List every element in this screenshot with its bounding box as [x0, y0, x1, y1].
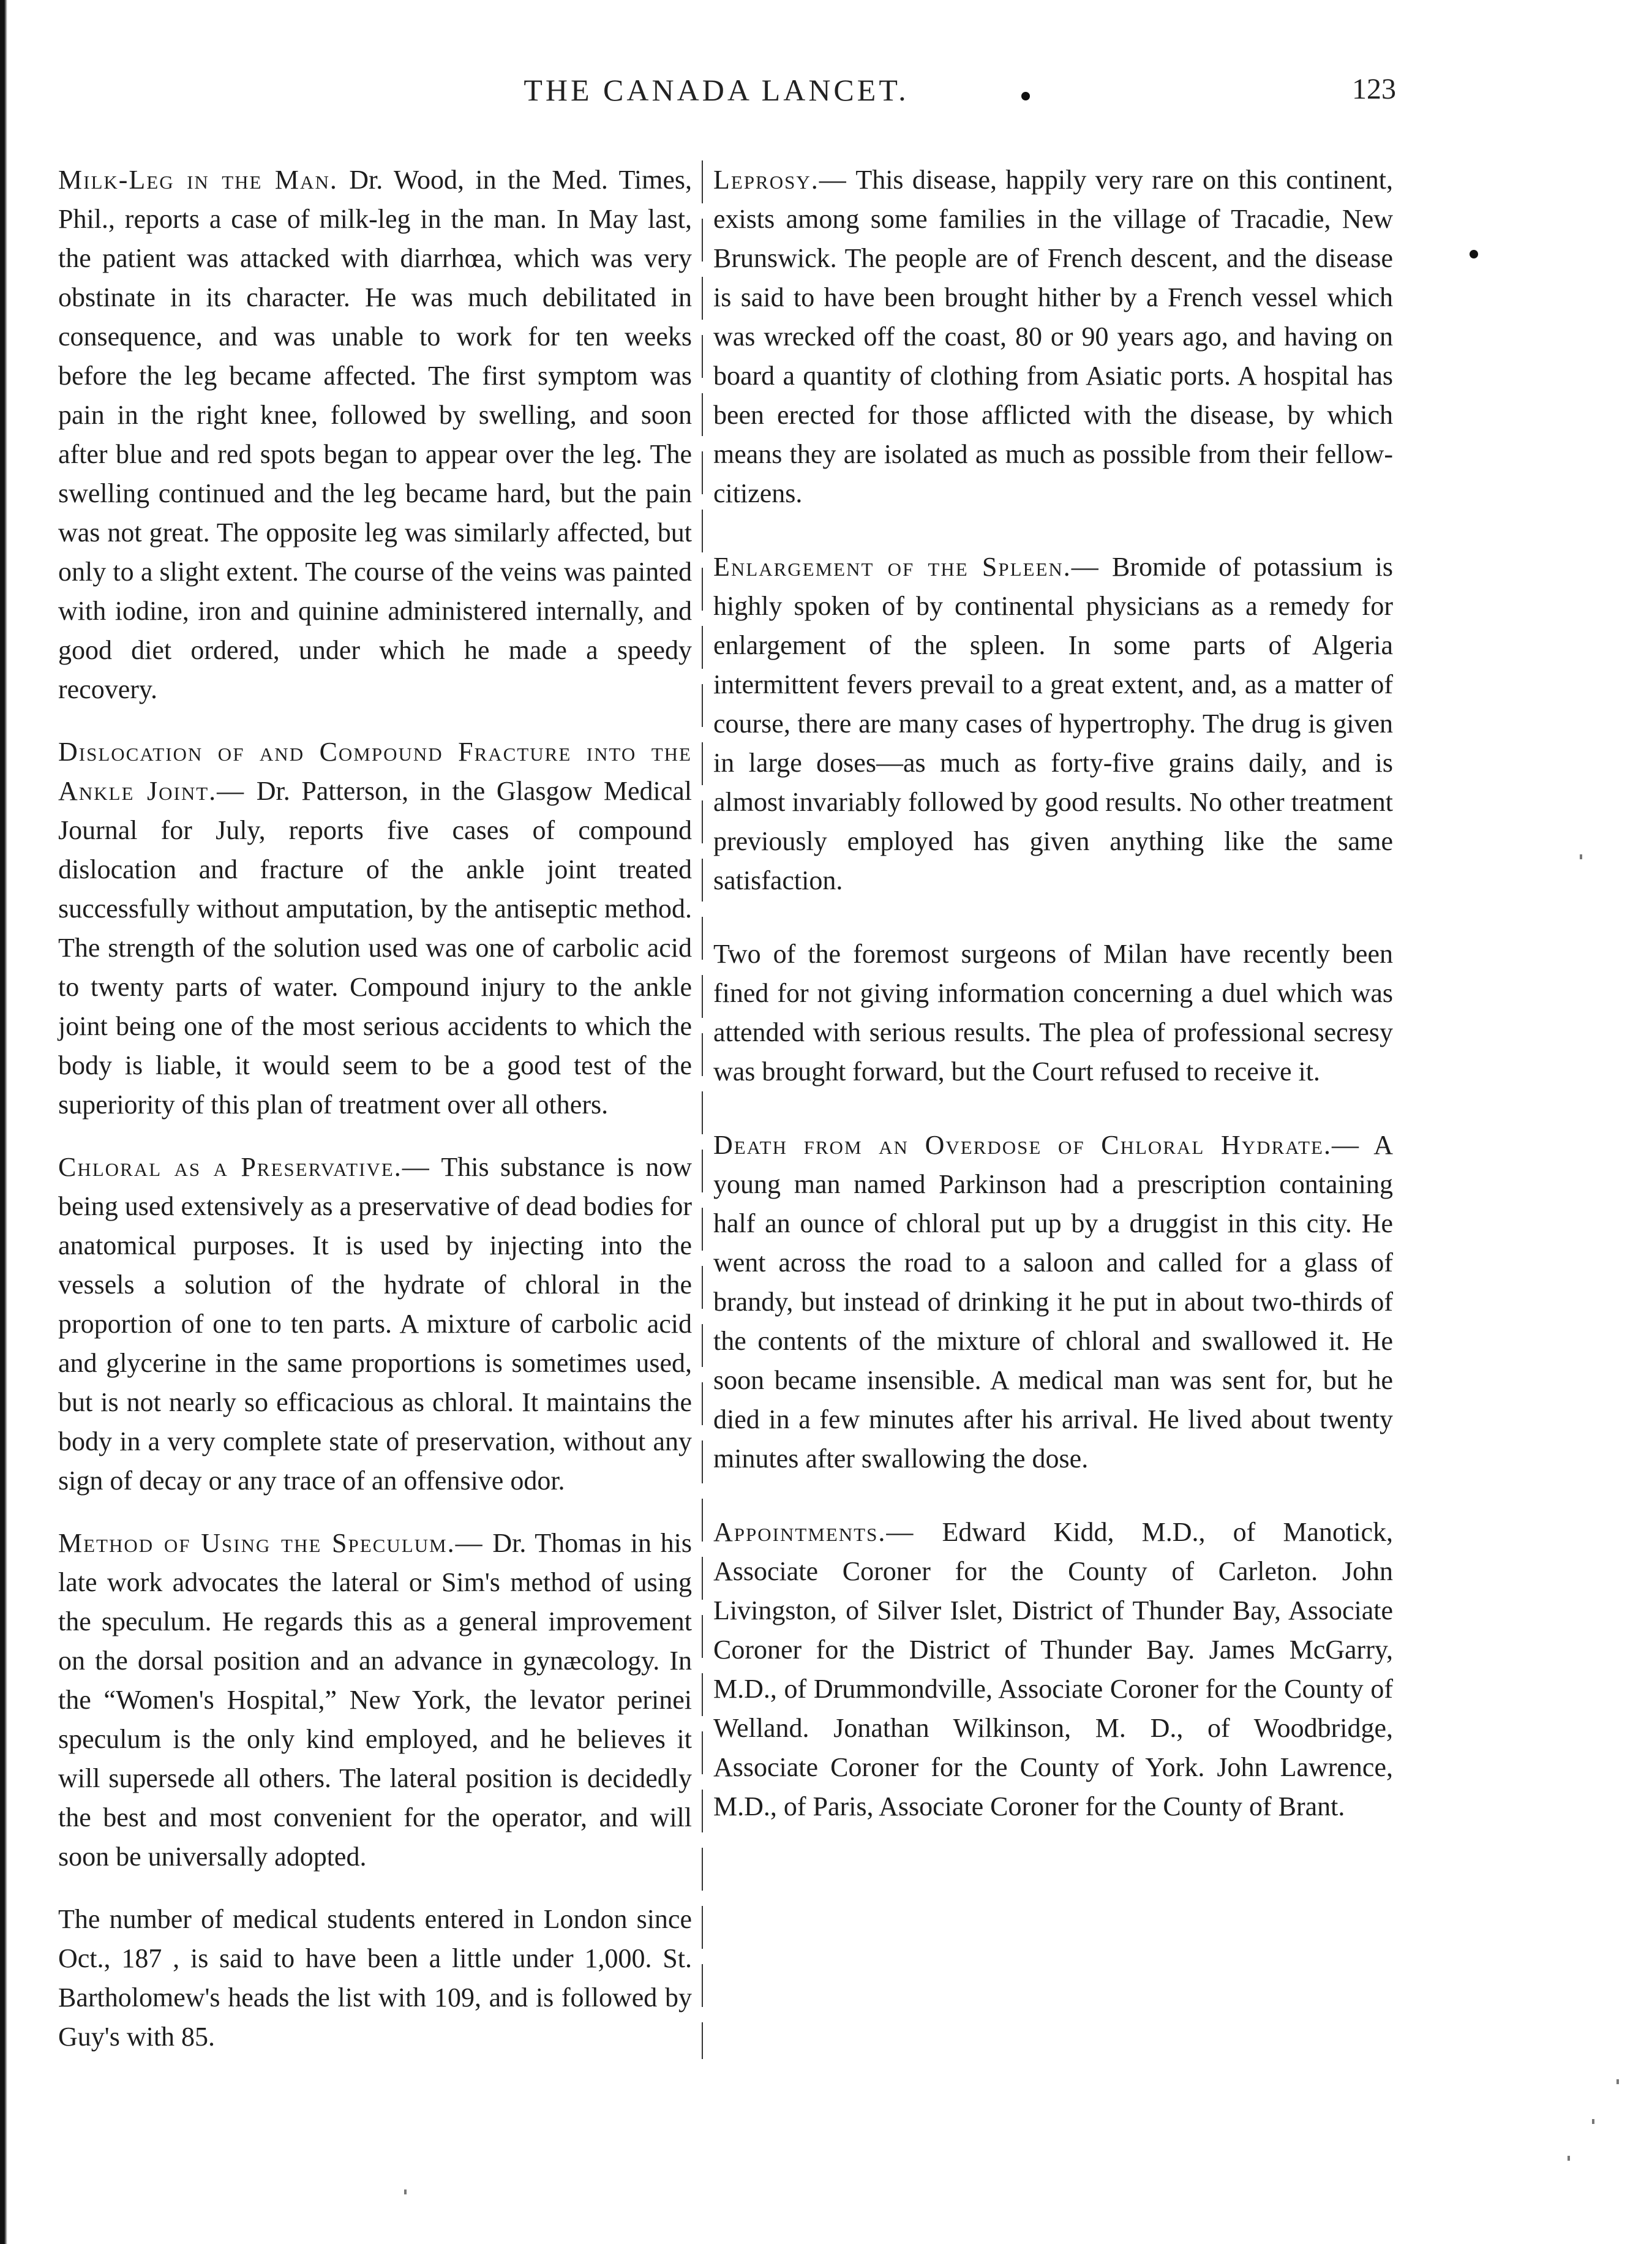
article-body: Dr. Thomas in his late work advocates the lateral or Sim's method of using the speculum. He regards this as a general improvement on the dorsal position and an advance in gynæcology. In the “Women's Hospital,” New York, the levator perinei speculum is the only kind employed, and he believes it will supersede all others. The lateral position is decidedly the best and most convenient for the operator, and will soon be universally adopted.: [58, 1528, 692, 1872]
article-heading: Method of Using the Speculum.—: [58, 1528, 484, 1558]
article-body: This substance is now being used extensively as a preservative of dead bodies for anatomical purposes. It is used by injecting into the vessels a solution of the hydrate of chloral in the proportion of one to ten parts. A mixture of carbolic acid and glycerine in the same proportions is sometimes used, but is not nearly so efficacious as chloral. It maintains the body in a very complete state of preservation, without any sign of decay or any trace of an offensive odor.: [58, 1152, 693, 1496]
article-body: Edward Kidd, M.D., of Manotick, Associate Coroner for the County of Carleton. John Livingston, of Silver Islet, District of Thunder Bay, Associate Coroner for the District of Thunder Bay. James McGarry, M.D., of Drummondville, Associate Coroner for the County of Welland. Jonathan Wilkinson, M. D., of Woodbridge, Associate Coroner for the County of York. John Lawrence, M.D., of Paris, Associate Coroner for the County of Brant.: [713, 1517, 1393, 1821]
article-heading: Chloral as a Preservative.—: [58, 1152, 430, 1182]
column-rule: [702, 160, 703, 2059]
article-body: Dr. Wood, in the Med. Times, Phil., reports a case of milk-leg in the man. In May last, the patient was attacked with diarrhœa, which was very obstinate in its character. He was much debilitated in consequence, and was unable to work for ten weeks before the leg became affected. The first symptom was pain in the right knee, followed by swelling, and soon after blue and red spots began to appear over the leg. The swelling continued and the leg became hard, but the pain was not great. The opposite leg was similarly affected, but only to a slight extent. The course of the veins was painted with iodine, iron and quinine administered internally, and good diet ordered, under which he made a speedy recovery.: [58, 165, 692, 704]
article-heading: Death from an Overdose of Chloral Hydrate.—: [713, 1130, 1360, 1160]
article-medical-students: [58, 1900, 692, 2057]
ink-speck: [1616, 2079, 1619, 2084]
article-chloral-preservative: [58, 1148, 692, 1500]
running-title: THE CANADA LANCET.: [524, 73, 909, 107]
article-milk-leg: [58, 160, 692, 709]
article-body: This disease, happily very rare on this continent, exists among some families in the village of Tracadie, New Brunswick. The people are of French descent, and the disease is said to have been brought hither by a French vessel which was wrecked off the coast, 80 or 90 years ago, and having on board a quantity of clothing from Asiatic ports. A hospital has been erected for those afflicted with the disease, by which means they are isolated as much as possible from their fellow-citizens.: [713, 165, 1393, 508]
right-column: [713, 160, 1393, 1861]
ink-speck: [1470, 250, 1478, 258]
article-heading: Leprosy.—: [713, 165, 847, 195]
article-body: A young man named Parkinson had a prescription containing half an ounce of chloral put up by a druggist in this city. He went across the road to a saloon and called for a glass of brandy, but instead of drinking it he put in about two-thirds of the contents of the mixture of chloral and swallowed it. He soon became insensible. A medical man was sent for, but he died in a few minutes after his arrival. He lived about twenty minutes after swallowing the dose.: [713, 1130, 1394, 1474]
left-column: [58, 160, 692, 2080]
page-number: 123: [1352, 73, 1396, 105]
article-ankle-joint: [58, 732, 692, 1124]
article-body: Two of the foremost surgeons of Milan have recently been fined for not giving information concerning a duel which was attended with serious results. The plea of professional secresy was brought forward, but the Court refused to receive it.: [713, 939, 1393, 1086]
binding-edge: [0, 0, 7, 2244]
ink-speck: [404, 2189, 407, 2194]
page-header: [37, 72, 1396, 127]
article-leprosy: [713, 160, 1393, 513]
article-heading: Milk-Leg in the Man.: [58, 165, 338, 195]
article-heading: Appointments.—: [713, 1517, 915, 1547]
article-body: Dr. Patterson, in the Glasgow Medical Journal for July, reports five cases of compound dislocation and fracture of the ankle joint treated successfully without amputation, by the antiseptic method. The strength of the solution used was one of carbolic acid to twenty parts of water. Compound injury to the ankle joint being one of the most serious accidents to which the body is liable, it would seem to be a good test of the superiority of this plan of treatment over all others.: [58, 776, 692, 1120]
article-heading: Dislocation of and Compound Fracture into the Ankle Joint.—: [58, 737, 692, 806]
ink-speck: [1592, 2119, 1594, 2124]
article-spleen: [713, 548, 1393, 900]
article-milan-surgeons: [713, 935, 1393, 1091]
article-appointments: [713, 1513, 1393, 1826]
article-body: The number of medical students entered in London since Oct., 187 , is said to have been a little under 1,000. St. Bartholomew's heads the list with 109, and is followed by Guy's with 85.: [58, 1904, 692, 2052]
article-chloral-overdose: [713, 1126, 1393, 1478]
ink-speck: [1568, 2156, 1570, 2161]
article-heading: Enlargement of the Spleen.—: [713, 552, 1100, 582]
article-speculum: [58, 1524, 692, 1877]
ink-speck: [1021, 92, 1030, 100]
article-body: Bromide of potassium is highly spoken of by continental physicians as a remedy for enlargement of the spleen. In some parts of Algeria intermittent fevers prevail to a great extent, and, as a matter of course, there are many cases of hypertrophy. The drug is given in large doses—as much as forty-five grains daily, and is almost invariably followed by good results. No other treatment previously employed has given anything like the same satisfaction.: [713, 552, 1393, 895]
ink-speck: [1580, 854, 1582, 859]
